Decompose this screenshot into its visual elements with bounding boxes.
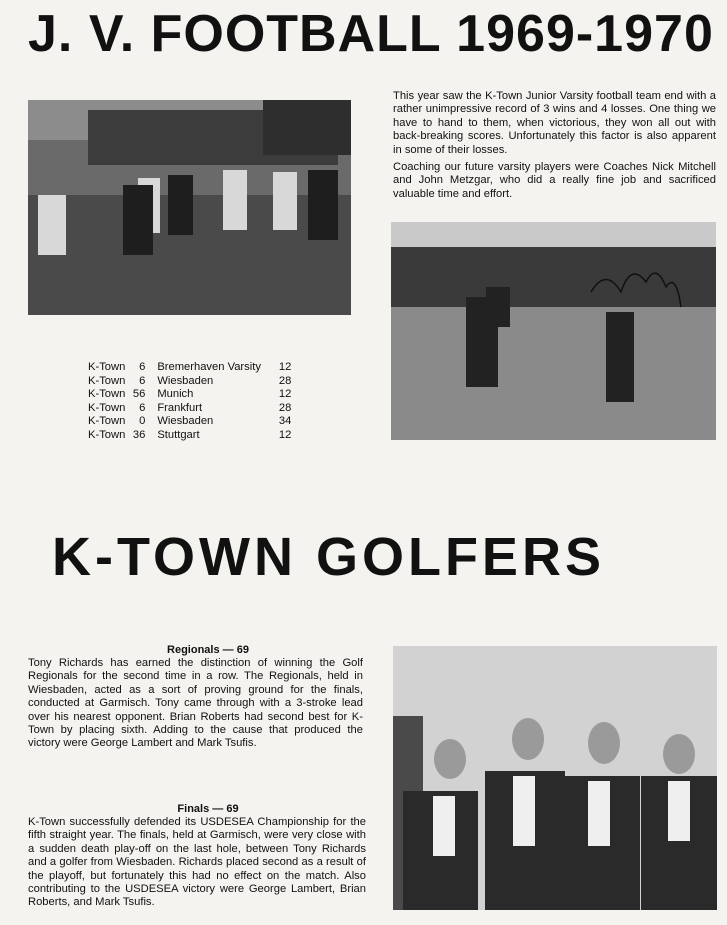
football-score-list: [88, 361, 291, 443]
team-name: K-Town: [88, 361, 126, 373]
team-score: 6: [139, 401, 146, 414]
opponent-name: Bremerhaven Varsity: [157, 361, 261, 373]
score-row: [88, 429, 291, 443]
team-score: 0: [139, 415, 146, 428]
team-name: K-Town: [88, 401, 126, 414]
opponent-score: 12: [278, 388, 292, 401]
opponent-name: Wiesbaden: [157, 374, 214, 387]
team-score: 56: [132, 388, 146, 401]
football-description: [393, 90, 716, 205]
team-score: 36: [132, 428, 146, 441]
opponent-name: Frankfurt: [157, 401, 203, 414]
finals-paragraph: K-Town successfully defended its USDESEA Championship for the fifth straight year. The finals, held at Garmisch, were very close with a sudden death play-off on the last hole, between Tony Richards and a golfer from Wiesbaden. Richards placed second as a result of the playoff, but fortunately this had no effect on the match. Also contributing to the USDESEA victory were George Lambert, Brian Roberts, and Mark Tsufis.: [28, 816, 366, 909]
opponent-score: 12: [278, 428, 292, 441]
team-score: 6: [139, 374, 146, 387]
team-name: K-Town: [88, 428, 126, 441]
regionals-paragraph: Tony Richards has earned the distinction of winning the Golf Regionals for the second time in a row. The Regionals, held in Wiesbaden, acted as a sort of proving ground for the finals, conducted at Garmisch. Tony came through with a 3-stroke lead over his nearest opponent. Brian Roberts had second best for K-Town by placing sixth. Adding to the cause that produced the victory were George Lambert and Mark Tsufis.: [28, 657, 363, 750]
score-row: [88, 402, 291, 416]
opponent-name: Stuttgart: [157, 428, 200, 441]
football-paragraph: This year saw the K-Town Junior Varsity football team end with a rather unimpressive record of 3 wins and 4 losses. One thing we have to hand to them, when victorious, they won all out with back-breaking scores. Unfortunately this factor is also apparent in some of their losses.: [393, 90, 716, 156]
score-row: [88, 415, 291, 429]
opponent-score: 34: [278, 415, 292, 428]
football-running-photo: [391, 222, 716, 440]
football-paragraph: Coaching our future varsity players were Coaches Nick Mitchell and John Metzgar, who did a really fine job and sacrificed valuable time and effort.: [393, 161, 716, 200]
score-row: [88, 388, 291, 402]
team-name: K-Town: [88, 388, 126, 401]
regionals-heading: Regionals — 69: [167, 644, 249, 656]
team-score: 6: [139, 361, 146, 373]
score-row: [88, 375, 291, 389]
football-game-photo: [28, 100, 351, 315]
opponent-score: 28: [278, 374, 292, 387]
opponent-name: Munich: [157, 388, 194, 401]
football-title: J. V. FOOTBALL 1969-1970: [28, 5, 714, 63]
finals-heading: Finals — 69: [177, 803, 239, 815]
opponent-score: 28: [278, 401, 292, 414]
team-name: K-Town: [88, 415, 126, 428]
golfers-team-photo: [393, 646, 717, 910]
opponent-name: Wiesbaden: [157, 415, 214, 428]
score-row: [88, 361, 291, 375]
team-name: K-Town: [88, 374, 126, 387]
opponent-score: 12: [278, 361, 292, 373]
golf-title: K-TOWN GOLFERS: [52, 527, 605, 587]
